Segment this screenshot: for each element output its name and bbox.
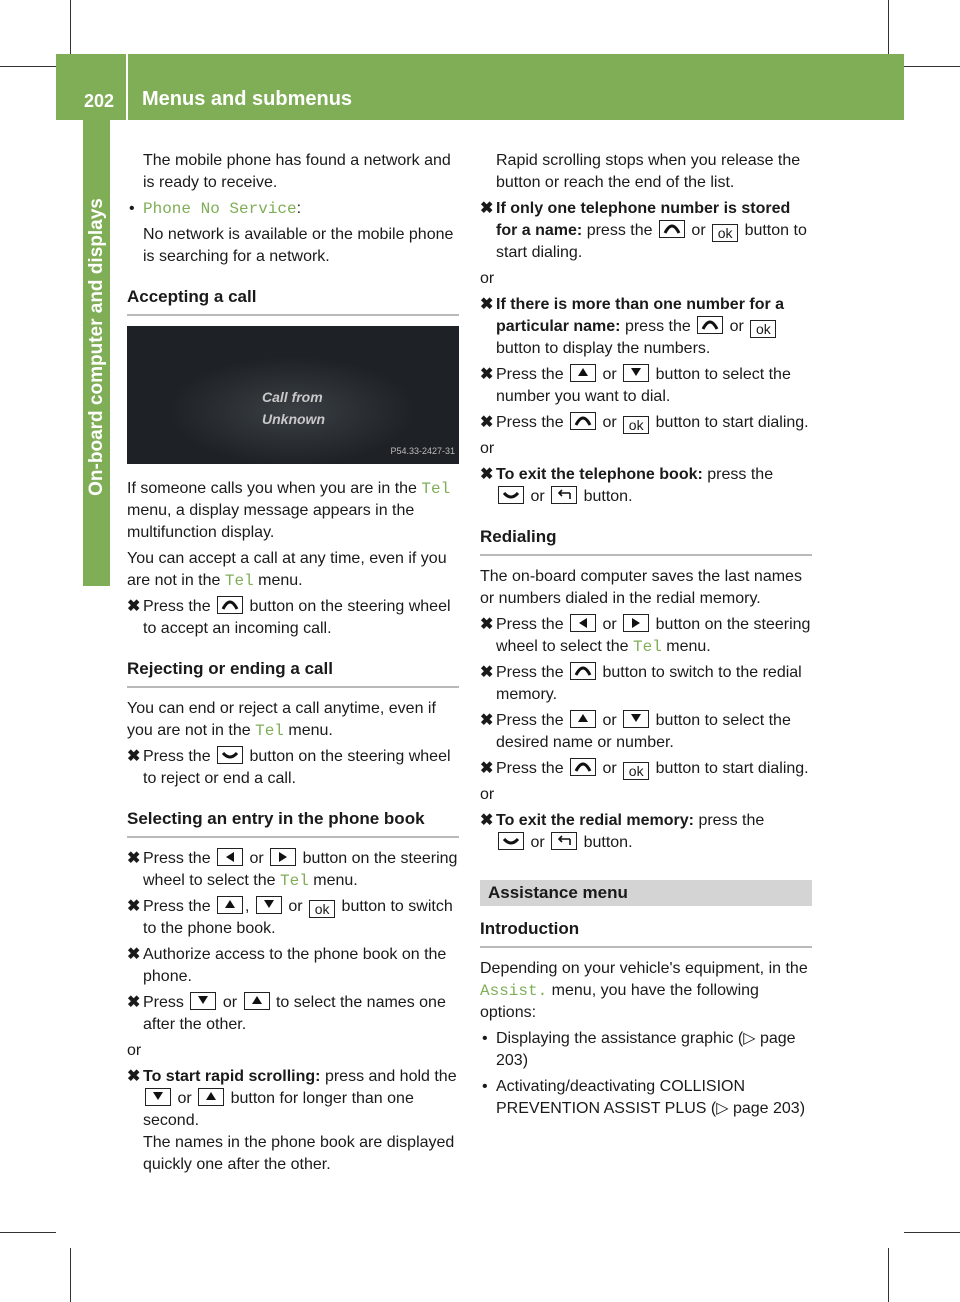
right-triangle-icon (623, 614, 649, 632)
phone-pickup-icon (659, 220, 685, 238)
text: button to select the number you want to dial. (496, 366, 791, 405)
text: Press the (143, 598, 211, 615)
instruction-step (480, 758, 812, 780)
ok-button-icon: ok (623, 416, 649, 434)
step-arrow-icon: ✖ (127, 748, 141, 765)
down-triangle-icon (623, 364, 649, 382)
bold-text: To start rapid scrolling: (143, 1068, 321, 1085)
instruction-step (480, 662, 812, 706)
section-heading-accepting: Accepting a call (127, 286, 459, 316)
bold-text: To exit the telephone book: (496, 466, 703, 483)
bold-text: To exit the redial memory: (496, 812, 694, 829)
up-triangle-icon (570, 364, 596, 382)
display-code: Tel (279, 872, 309, 890)
text: button on the steering wheel to reject or end a call. (143, 748, 451, 787)
step-arrow-icon: ✖ (480, 760, 494, 777)
bold-text: If there is more than one number for a particular name: (496, 296, 785, 335)
text: or (602, 760, 617, 777)
step-arrow-icon: ✖ (127, 1068, 141, 1085)
instruction-step (480, 198, 812, 264)
bullet-mark: • (482, 1030, 488, 1047)
step-arrow-icon: ✖ (127, 946, 141, 963)
up-triangle-icon (570, 710, 596, 728)
side-tab-label: On-board computer and displays (86, 198, 107, 496)
crop-mark (904, 1232, 960, 1233)
phone-pickup-icon (217, 596, 243, 614)
up-triangle-icon (198, 1088, 224, 1106)
phone-pickup-icon (570, 412, 596, 430)
text: button to display the numbers. (496, 340, 711, 357)
display-code: Assist. (480, 982, 548, 1000)
paragraph (127, 698, 459, 742)
text: or (530, 488, 545, 505)
display-code: Tel (224, 572, 254, 590)
text: button to select the desired name or number. (496, 712, 791, 751)
phone-hangup-icon (498, 832, 524, 850)
section-band-assistance: Assistance menu (480, 880, 812, 906)
step-arrow-icon: ✖ (480, 200, 494, 217)
list-item (480, 1076, 812, 1120)
text: Authorize access to the phone book on the phone. (143, 946, 447, 985)
display-code: Tel (255, 722, 284, 740)
text: Press (143, 994, 184, 1011)
left-triangle-icon (570, 614, 596, 632)
phone-hangup-icon (217, 746, 243, 764)
step-arrow-icon: ✖ (480, 296, 494, 313)
paragraph: The on-board computer saves the last names or numbers dialed in the redial memory. (480, 568, 802, 607)
text: Press the (496, 366, 564, 383)
text: You can accept a call at any time, even if you are not in the (127, 550, 447, 589)
display-code: Phone No Service (143, 200, 297, 218)
text: or (530, 834, 545, 851)
right-column (480, 150, 812, 1124)
instruction-step (127, 848, 459, 892)
list-item (480, 1028, 812, 1072)
down-triangle-icon (145, 1088, 171, 1106)
text: button to switch to the redial memory. (496, 664, 802, 703)
step-arrow-icon: ✖ (480, 616, 494, 633)
text: button on the steering wheel to select the (496, 616, 811, 655)
phone-pickup-icon (570, 662, 596, 680)
crop-mark (0, 66, 56, 67)
instruction-step (480, 364, 812, 408)
crop-mark (888, 1248, 889, 1302)
text: menu. (313, 872, 358, 889)
page-number: 202 (84, 91, 115, 111)
step-arrow-icon: ✖ (480, 366, 494, 383)
text: Press the (496, 712, 564, 729)
text: button to switch to the phone book. (143, 898, 453, 937)
phone-pickup-icon (697, 316, 723, 334)
text: Displaying the assistance graphic (▷ page 203) (496, 1030, 796, 1069)
crop-mark (0, 1232, 56, 1233)
bullet-mark: • (129, 200, 135, 217)
step-arrow-icon: ✖ (127, 898, 141, 915)
text: Press the (143, 748, 211, 765)
phone-hangup-icon (498, 486, 524, 504)
text: or (602, 414, 617, 431)
text: to select the names one after the other. (143, 994, 446, 1033)
down-triangle-icon (190, 992, 216, 1010)
instruction-step (127, 596, 459, 640)
header-divider (126, 54, 128, 120)
instruction-step (127, 944, 459, 988)
text: Press the (496, 664, 564, 681)
left-column (127, 150, 459, 1180)
text: button. (583, 488, 633, 505)
up-triangle-icon (244, 992, 270, 1010)
list-item (127, 198, 459, 220)
text: or (288, 898, 303, 915)
step-arrow-icon: ✖ (480, 812, 494, 829)
instruction-step (480, 710, 812, 754)
text: or (249, 850, 264, 867)
text: menu. (666, 638, 711, 655)
text: or (691, 222, 706, 239)
text: Activating/deactivating COLLISION PREVENTION ASSIST PLUS (▷ page 203) (496, 1078, 806, 1117)
text: button to start dialing. (655, 414, 809, 431)
step-arrow-icon: ✖ (480, 414, 494, 431)
text: or (177, 1090, 192, 1107)
section-heading-selecting: Selecting an entry in the phone book (127, 808, 459, 838)
or-text: or (480, 440, 495, 457)
text: press the (707, 466, 774, 483)
section-heading-redialing: Redialing (480, 526, 812, 556)
text: press and hold the (324, 1068, 457, 1085)
ok-button-icon: ok (712, 224, 738, 242)
text: menu, you have the following options: (480, 982, 759, 1021)
paragraph (480, 958, 812, 1024)
bullet-mark: • (482, 1078, 488, 1095)
bold-text: If only one telephone number is stored for a name: (496, 200, 791, 239)
text: button for longer than one second. (143, 1090, 414, 1129)
right-triangle-icon (270, 848, 296, 866)
text: Press the (143, 850, 211, 867)
phone-pickup-icon (570, 758, 596, 776)
instruction-step (127, 1066, 459, 1176)
colon-text: : (296, 200, 302, 217)
screen-caller-name: Unknown (262, 411, 325, 427)
text: button to start dialing. (655, 760, 809, 777)
or-text: or (127, 1042, 142, 1059)
text: or (222, 994, 238, 1011)
text: If someone calls you when you are in the (127, 480, 417, 497)
text: Press the (143, 898, 211, 915)
step-arrow-icon: ✖ (127, 994, 141, 1011)
instruction-step (127, 896, 459, 940)
step-arrow-icon: ✖ (127, 850, 141, 867)
no-service-description: No network is available or the mobile phone is searching for a network. (143, 226, 454, 265)
section-heading-introduction: Introduction (480, 918, 812, 948)
display-code: Tel (421, 480, 451, 498)
screen-call-from: Call from (262, 389, 323, 405)
text: button to start dialing. (496, 222, 807, 261)
ok-button-icon: ok (309, 900, 335, 918)
up-triangle-icon (217, 896, 243, 914)
paragraph (127, 478, 459, 544)
text: Press the (496, 414, 564, 431)
back-icon (551, 832, 577, 850)
text: The names in the phone book are displayed quickly one after the other. (143, 1134, 455, 1173)
text: press the (624, 318, 691, 335)
text: button on the steering wheel to select the (143, 850, 458, 889)
ok-button-icon: ok (750, 320, 776, 338)
instruction-step (480, 464, 812, 508)
instruction-step (480, 810, 812, 854)
step-arrow-icon: ✖ (480, 466, 494, 483)
crop-mark (70, 1248, 71, 1302)
crop-mark (904, 66, 960, 67)
or-text: or (480, 786, 495, 803)
ok-button-icon: ok (623, 762, 649, 780)
text: or (729, 318, 744, 335)
text: , (245, 898, 250, 915)
instruction-step (127, 992, 459, 1036)
instruction-step (480, 412, 812, 434)
instruction-step (127, 746, 459, 790)
or-text: or (480, 270, 495, 287)
down-triangle-icon (623, 710, 649, 728)
text: or (602, 366, 617, 383)
display-code: Tel (632, 638, 662, 656)
text: button. (583, 834, 633, 851)
instruction-step (480, 614, 812, 658)
text: button on the steering wheel to accept an incoming call. (143, 598, 451, 637)
text: or (602, 712, 617, 729)
text: You can end or reject a call anytime, even if you are not in the (127, 700, 436, 739)
step-arrow-icon: ✖ (480, 664, 494, 681)
section-heading-rejecting: Rejecting or ending a call (127, 658, 459, 688)
text: press the (698, 812, 765, 829)
rapid-scroll-stop-text: Rapid scrolling stops when you release the button or reach the end of the list. (496, 152, 801, 191)
down-triangle-icon (256, 896, 282, 914)
crop-mark (70, 0, 71, 54)
text: press the (586, 222, 653, 239)
text: or (602, 616, 617, 633)
paragraph (127, 548, 459, 592)
text: menu, a display message appears in the multifunction display. (127, 502, 415, 541)
text: menu. (288, 722, 333, 739)
text: Press the (496, 760, 564, 777)
step-arrow-icon: ✖ (127, 598, 141, 615)
text: menu. (258, 572, 303, 589)
page-title: Menus and submenus (142, 88, 353, 110)
instruction-step (480, 294, 812, 360)
image-id: P54.33-2427-31 (390, 446, 455, 456)
display-screenshot (127, 326, 459, 464)
back-icon (551, 486, 577, 504)
step-arrow-icon: ✖ (480, 712, 494, 729)
crop-mark (888, 0, 889, 54)
header-band (56, 54, 904, 120)
network-status-text: The mobile phone has found a network and is ready to receive. (143, 152, 451, 191)
text: Depending on your vehicle's equipment, in the (480, 960, 808, 977)
text: Press the (496, 616, 564, 633)
left-triangle-icon (217, 848, 243, 866)
